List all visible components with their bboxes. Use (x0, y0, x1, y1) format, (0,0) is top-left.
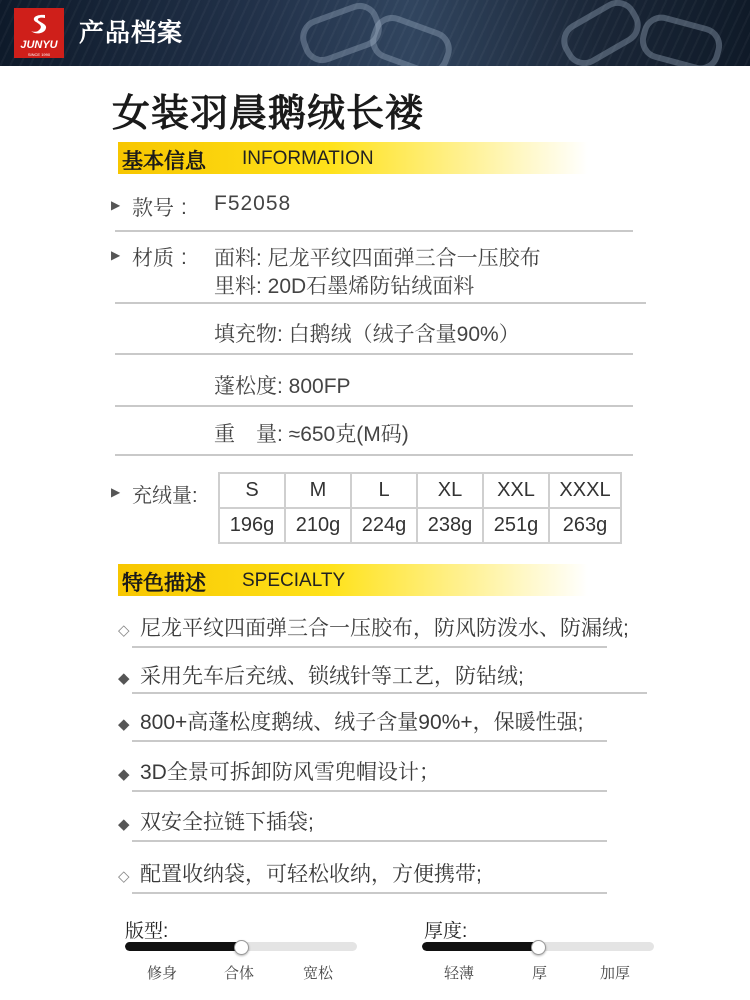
model-label: 款号 (132, 197, 174, 220)
feature-item (118, 612, 629, 642)
thickness-slider-knob (531, 940, 546, 955)
size-cell: M (285, 473, 351, 508)
triangle-bullet-icon: ▶ (111, 198, 121, 212)
divider (115, 230, 633, 232)
down-fill-table (218, 472, 622, 544)
divider (115, 405, 633, 407)
feature-text: 800+高蓬松度鹅绒、绒子含量90%+，保暖性强; (140, 711, 584, 734)
weight-value: 重 量: ≈650克(M码) (214, 423, 409, 446)
diamond-filled-icon: ◆ (118, 716, 130, 733)
amount-cell: 196g (219, 508, 285, 543)
size-cell: L (351, 473, 417, 508)
size-cell: XL (417, 473, 483, 508)
model-colon: : (181, 196, 187, 219)
amount-cell: 224g (351, 508, 417, 543)
divider (132, 646, 607, 648)
section-header-information (118, 142, 588, 174)
amount-row (219, 508, 621, 543)
material-label: 材质 (132, 247, 174, 270)
lining-value: 里料: 20D石墨烯防钻绒面料 (214, 275, 475, 298)
triangle-bullet-icon: ▶ (111, 248, 121, 262)
brand-logo (14, 8, 64, 58)
fit-tick-label: 修身 (147, 965, 178, 982)
size-cell: XXL (483, 473, 549, 508)
logo-text: JUNYU (20, 39, 58, 51)
feature-text: 尼龙平纹四面弹三合一压胶布，防风防泼水、防漏绒; (140, 617, 629, 640)
size-cell: S (219, 473, 285, 508)
header-title: 产品档案 (79, 19, 184, 47)
fit-slider-fill (125, 942, 241, 951)
diamond-outline-icon: ◇ (118, 622, 130, 639)
divider (132, 740, 607, 742)
material-colon: : (181, 246, 187, 269)
down-fill-label: 充绒量: (132, 485, 198, 507)
fit-tick-label: 合体 (224, 965, 255, 982)
divider (115, 454, 633, 456)
diamond-filled-icon: ◆ (118, 670, 130, 687)
fit-tick-label: 宽松 (303, 965, 334, 982)
amount-cell: 251g (483, 508, 549, 543)
divider (132, 892, 607, 894)
amount-cell: 238g (417, 508, 483, 543)
feature-text: 采用先车后充绒、锁绒针等工艺，防钻绒; (140, 665, 524, 688)
feature-item (118, 806, 314, 836)
section-title-cn: 基本信息 (122, 150, 206, 173)
diamond-filled-icon: ◆ (118, 766, 130, 783)
fill-power-value: 蓬松度: 800FP (214, 375, 351, 398)
thickness-tick-label: 厚 (532, 965, 548, 982)
feature-text: 双安全拉链下插袋; (140, 811, 314, 834)
feature-item (118, 706, 583, 736)
logo-mark-icon (27, 12, 51, 36)
section-header-specialty (118, 564, 588, 596)
thickness-tick-label: 加厚 (600, 965, 631, 982)
divider (115, 302, 646, 304)
page-header (0, 0, 750, 66)
amount-cell: 263g (549, 508, 621, 543)
feature-item (118, 858, 482, 888)
triangle-bullet-icon: ▶ (111, 485, 121, 499)
feature-text: 3D全景可拆卸防风雪兜帽设计； (140, 761, 440, 784)
fit-slider-knob (234, 940, 249, 955)
feature-item (118, 660, 524, 690)
diamond-filled-icon: ◆ (118, 816, 130, 833)
thickness-tick-label: 轻薄 (444, 965, 475, 982)
amount-cell: 210g (285, 508, 351, 543)
logo-since: SINCE 1990 (27, 52, 51, 57)
diamond-outline-icon: ◇ (118, 868, 130, 885)
section-title-cn: 特色描述 (122, 572, 206, 595)
section-title-en: INFORMATION (242, 148, 374, 169)
feature-item (118, 756, 440, 786)
size-row (219, 473, 621, 508)
divider (132, 790, 607, 792)
divider (115, 353, 633, 355)
fabric-value: 面料: 尼龙平纹四面弹三合一压胶布 (214, 247, 541, 270)
filling-value: 填充物: 白鹅绒（绒子含量90%） (214, 323, 520, 346)
section-title-en: SPECIALTY (242, 570, 346, 591)
product-title: 女装羽晨鹅绒长褛 (112, 93, 425, 135)
size-cell: XXXL (549, 473, 621, 508)
model-value: F52058 (214, 192, 292, 215)
thickness-label: 厚度: (424, 921, 468, 942)
divider (132, 840, 607, 842)
fit-label: 版型: (125, 921, 169, 942)
thickness-slider-fill (422, 942, 538, 951)
divider (132, 692, 647, 694)
feature-text: 配置收纳袋，可轻松收纳，方便携带; (140, 863, 482, 886)
